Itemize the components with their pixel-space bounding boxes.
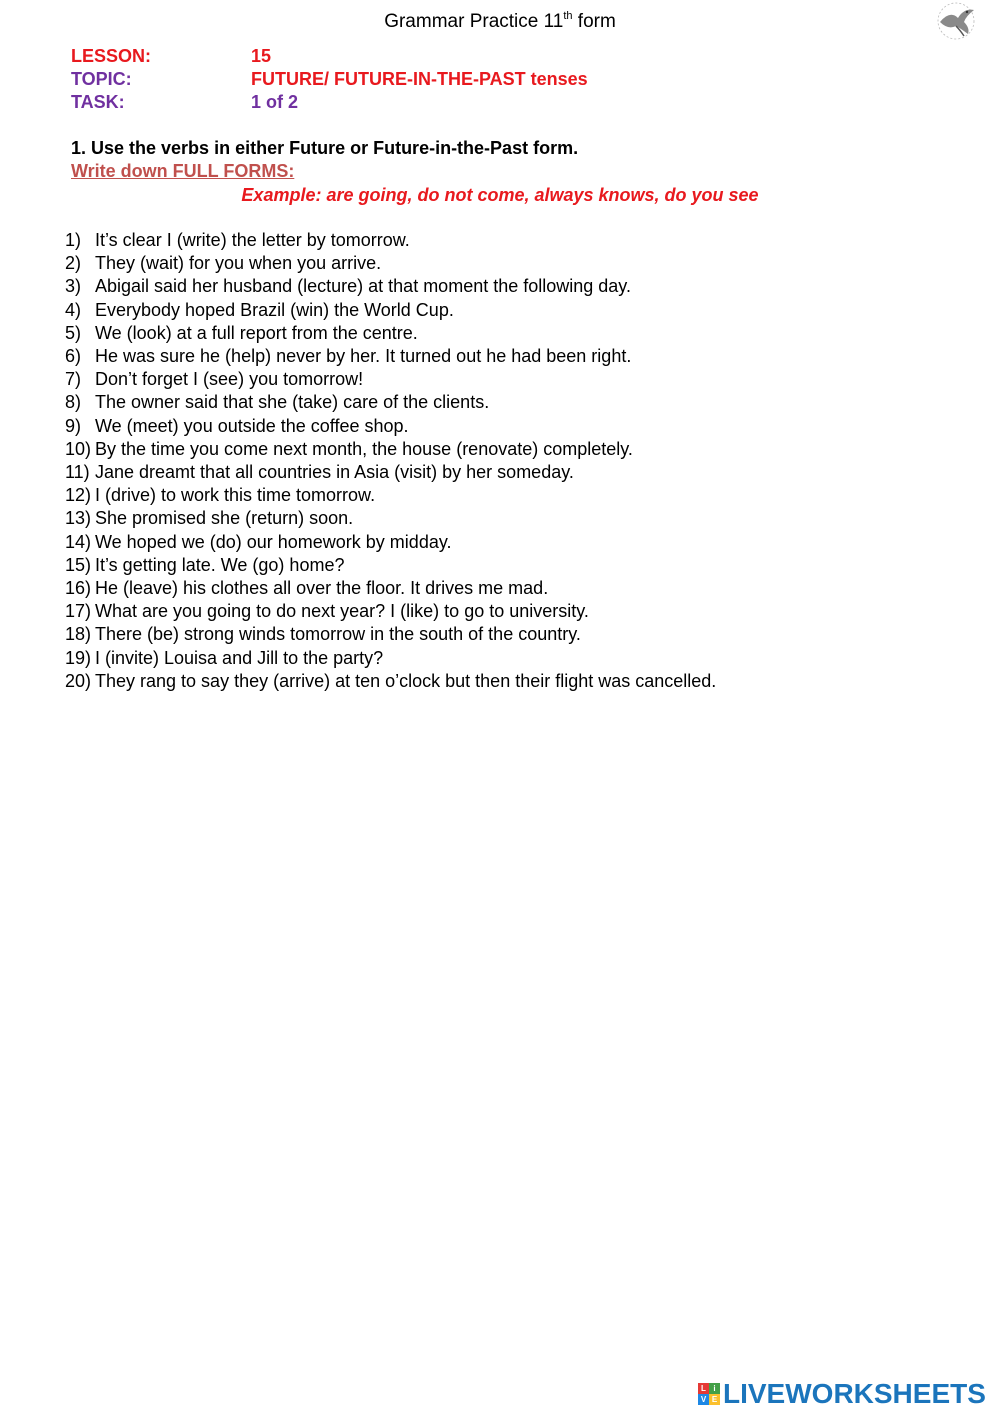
topic-row	[71, 68, 588, 91]
badge-letter: i	[709, 1383, 720, 1394]
item-text: They rang to say they (arrive) at ten o’clock but then their flight was cancelled.	[95, 670, 717, 691]
topic-label: TOPIC:	[71, 69, 132, 89]
example-line	[0, 184, 1000, 207]
item-number: 16)	[65, 578, 92, 599]
item-text: What are you going to do next year? I (like) to go to university.	[95, 601, 589, 622]
badge-letter: E	[709, 1394, 720, 1405]
list-item	[65, 600, 716, 623]
list-item	[65, 531, 716, 554]
item-number: 2)	[65, 253, 82, 274]
item-text: We (look) at a full report from the centre.	[95, 322, 418, 343]
page-title-text: Grammar Practice 11	[384, 11, 564, 32]
badge-letter: L	[698, 1383, 709, 1394]
item-text: They (wait) for you when you arrive.	[95, 253, 382, 274]
item-number: 9)	[65, 415, 82, 436]
item-number: 7)	[65, 369, 82, 390]
item-number: 19)	[65, 647, 92, 668]
lesson-value: 15	[251, 46, 272, 66]
item-number: 8)	[65, 392, 82, 413]
item-text: We hoped we (do) our homework by midday.	[95, 531, 452, 552]
list-item	[65, 322, 716, 345]
topic-value: FUTURE/ FUTURE-IN-THE-PAST tenses	[251, 69, 588, 89]
item-text: I (invite) Louisa and Jill to the party?	[95, 647, 384, 668]
item-text: There (be) strong winds tomorrow in the south of the country.	[95, 624, 581, 645]
item-number: 15)	[65, 554, 92, 575]
instruction-title: 1. Use the verbs in either Future or Future-in-the-Past form.	[71, 138, 579, 158]
item-text: He (leave) his clothes all over the floor. It drives me mad.	[95, 578, 549, 599]
write-down-note: Write down FULL FORMS:	[71, 161, 295, 181]
list-item	[65, 577, 716, 600]
page-title	[0, 10, 1000, 34]
list-item	[65, 299, 716, 322]
liveworksheets-brand-text: LIVEWORKSHEETS	[723, 1378, 986, 1409]
item-text: Jane dreamt that all countries in Asia (visit) by her someday.	[95, 462, 574, 483]
item-text: I (drive) to work this time tomorrow.	[95, 485, 376, 506]
list-item	[65, 252, 716, 275]
item-number: 3)	[65, 276, 82, 297]
item-number: 12)	[65, 485, 92, 506]
lesson-row	[71, 45, 588, 68]
exercise-list	[65, 229, 716, 693]
item-number: 20)	[65, 670, 92, 691]
lesson-meta	[71, 45, 588, 114]
list-item	[65, 484, 716, 507]
item-text: She promised she (return) soon.	[95, 508, 354, 529]
list-item	[65, 670, 716, 693]
item-number: 5)	[65, 322, 82, 343]
list-item	[65, 647, 716, 670]
item-text: By the time you come next month, the house (renovate) completely.	[95, 438, 633, 459]
bird-logo-icon	[930, 0, 982, 42]
list-item	[65, 438, 716, 461]
item-text: Everybody hoped Brazil (win) the World Cup.	[95, 299, 454, 320]
list-item	[65, 461, 716, 484]
task-row	[71, 91, 588, 114]
page-title-suffix: form	[572, 11, 616, 32]
item-number: 6)	[65, 346, 82, 367]
item-number: 10)	[65, 438, 92, 459]
lesson-label: LESSON:	[71, 46, 152, 66]
item-number: 4)	[65, 299, 82, 320]
item-number: 13)	[65, 508, 92, 529]
list-item	[65, 275, 716, 298]
item-number: 14)	[65, 531, 92, 552]
item-text: Don’t forget I (see) you tomorrow!	[95, 369, 364, 390]
item-text: It’s getting late. We (go) home?	[95, 554, 345, 575]
page-title-superscript: th	[563, 10, 573, 22]
item-text: Abigail said her husband (lecture) at that moment the following day.	[95, 276, 631, 297]
task-label: TASK:	[71, 92, 125, 112]
list-item	[65, 345, 716, 368]
item-text: We (meet) you outside the coffee shop.	[95, 415, 409, 436]
badge-letter: V	[698, 1394, 709, 1405]
liveworksheets-badge-icon	[698, 1383, 720, 1405]
list-item	[65, 368, 716, 391]
item-number: 17)	[65, 601, 92, 622]
example-text: Example: are going, do not come, always knows, do you see	[241, 185, 759, 205]
list-item	[65, 391, 716, 414]
task-value: 1 of 2	[251, 92, 299, 112]
item-text: The owner said that she (take) care of the clients.	[95, 392, 490, 413]
item-text: It’s clear I (write) the letter by tomorrow.	[95, 230, 410, 250]
list-item	[65, 229, 716, 252]
liveworksheets-logo	[698, 1378, 986, 1410]
list-item	[65, 415, 716, 438]
list-item	[65, 554, 716, 577]
list-item	[65, 507, 716, 530]
item-number: 1)	[65, 230, 82, 250]
instructions	[71, 137, 578, 183]
item-number: 11)	[65, 462, 90, 483]
item-number: 18)	[65, 624, 92, 645]
item-text: He was sure he (help) never by her. It turned out he had been right.	[95, 346, 632, 367]
list-item	[65, 623, 716, 646]
